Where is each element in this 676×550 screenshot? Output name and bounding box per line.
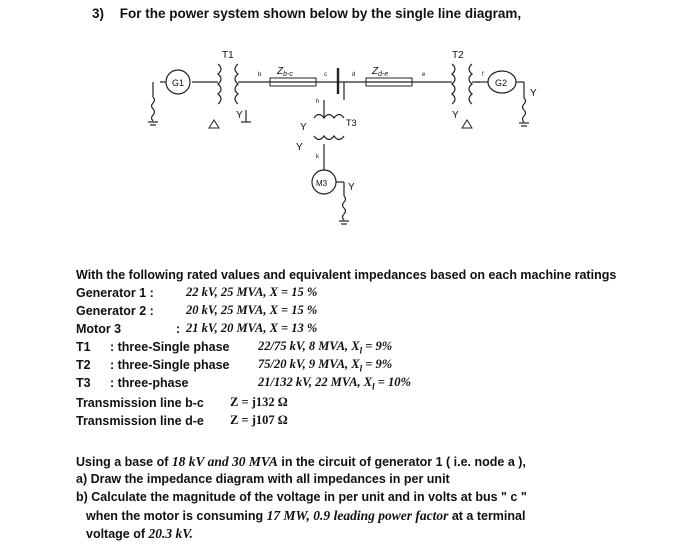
t1-secondary-coil (235, 64, 238, 104)
t1-primary-coil (218, 64, 221, 104)
g2-label: G2 (495, 78, 508, 88)
t2-delta-symbol (462, 120, 472, 128)
base-statement: Using a base of 18 kV and 30 MVA in the circuit of generator 1 ( i.e. node a ), (76, 454, 526, 469)
node-c: c (324, 72, 327, 78)
m3-wye-label: Y (348, 182, 355, 193)
node-d: d (352, 72, 356, 78)
node-b-top: b (258, 72, 262, 78)
motor3-value: 21 kV, 20 MVA, X = 13 % (186, 321, 318, 335)
node-k: k (316, 154, 319, 160)
gen1-value: 22 kV, 25 MVA, X = 15 % (186, 285, 318, 299)
motor3-label: Motor 3 (76, 322, 122, 336)
zde-label: $Z_{d-e}$ (372, 66, 389, 78)
node-e: e (422, 72, 426, 78)
gen1-label: Generator 1 : (76, 286, 154, 300)
t2-wye-label: Y (452, 110, 459, 121)
base-value: 18 kV and 30 MVA (171, 454, 278, 469)
motor3-colon: : (176, 322, 181, 336)
task-b: b) Calculate the magnitude of the voltage in per unit and in volts at bus " c " (76, 490, 527, 504)
t3-wye-bottom: Y (296, 142, 303, 153)
t1-row-value: 22/75 kV, 8 MVA, $X_l = 9\%$ (258, 339, 393, 356)
line-de-label: Transmission line d-e (76, 414, 204, 428)
power-factor: leading power factor (333, 508, 449, 523)
question-title: For the power system shown below by the single line diagram, (119, 6, 522, 21)
t3-row-desc: : three-phase (110, 376, 189, 390)
m3-label: M3 (316, 179, 328, 188)
t3-primary-coil (314, 115, 344, 119)
t1-row-desc: : three-Single phase (110, 340, 230, 354)
t3-wye-top: Y (300, 122, 307, 133)
gen2-value: 20 kV, 25 MVA, X = 15 % (186, 303, 318, 317)
t2-label: T2 (452, 50, 464, 61)
t3-label: T3 (346, 118, 357, 128)
task-a: a) Draw the impedance diagram with all impedances in per unit (76, 472, 450, 486)
task-b-line2: when the motor is consuming 17 MW, 0.9 leading power factor at a terminal (86, 508, 526, 523)
line-bc-label: Transmission line b-c (76, 396, 204, 410)
t3-row-value: 21/132 kV, 22 MVA, $X_l = 10\%$ (258, 375, 411, 392)
t3-secondary-coil (314, 136, 344, 140)
line-de-value: Z = j107 Ω (230, 413, 288, 427)
motor-power: 17 MW, 0.9 (266, 508, 331, 523)
g1-label: G1 (172, 78, 185, 88)
terminal-voltage: 20.3 kV. (148, 526, 193, 541)
node-f: f (482, 72, 484, 78)
question-number: 3) (92, 6, 105, 21)
t3-row-label: T3 (76, 376, 91, 390)
g1-ground-impedance (152, 97, 155, 121)
node-h: h (316, 99, 320, 105)
task-b-line3: voltage of 20.3 kV. (86, 526, 193, 541)
t1-label: T1 (222, 50, 234, 61)
line-bc-value: Z = j132 Ω (230, 395, 288, 409)
t2-row-label: T2 (76, 358, 91, 372)
zbc-label: $Z_{b-c}$ (277, 66, 293, 78)
t2-primary-coil (452, 64, 455, 104)
t1-wye-label: Y (236, 110, 243, 121)
t2-row-value: 75/20 kV, 9 MVA, $X_l = 9\%$ (258, 357, 393, 374)
single-line-diagram (0, 0, 676, 265)
t2-row-desc: : three-Single phase (110, 358, 230, 372)
t2-secondary-coil (469, 64, 472, 104)
gen2-label: Generator 2 : (76, 304, 154, 318)
t1-row-label: T1 (76, 340, 91, 354)
g2-wye-label: Y (530, 88, 537, 99)
ratings-intro: With the following rated values and equivalent impedances based on each machine ratings (76, 268, 617, 282)
t1-delta-symbol (209, 120, 219, 128)
